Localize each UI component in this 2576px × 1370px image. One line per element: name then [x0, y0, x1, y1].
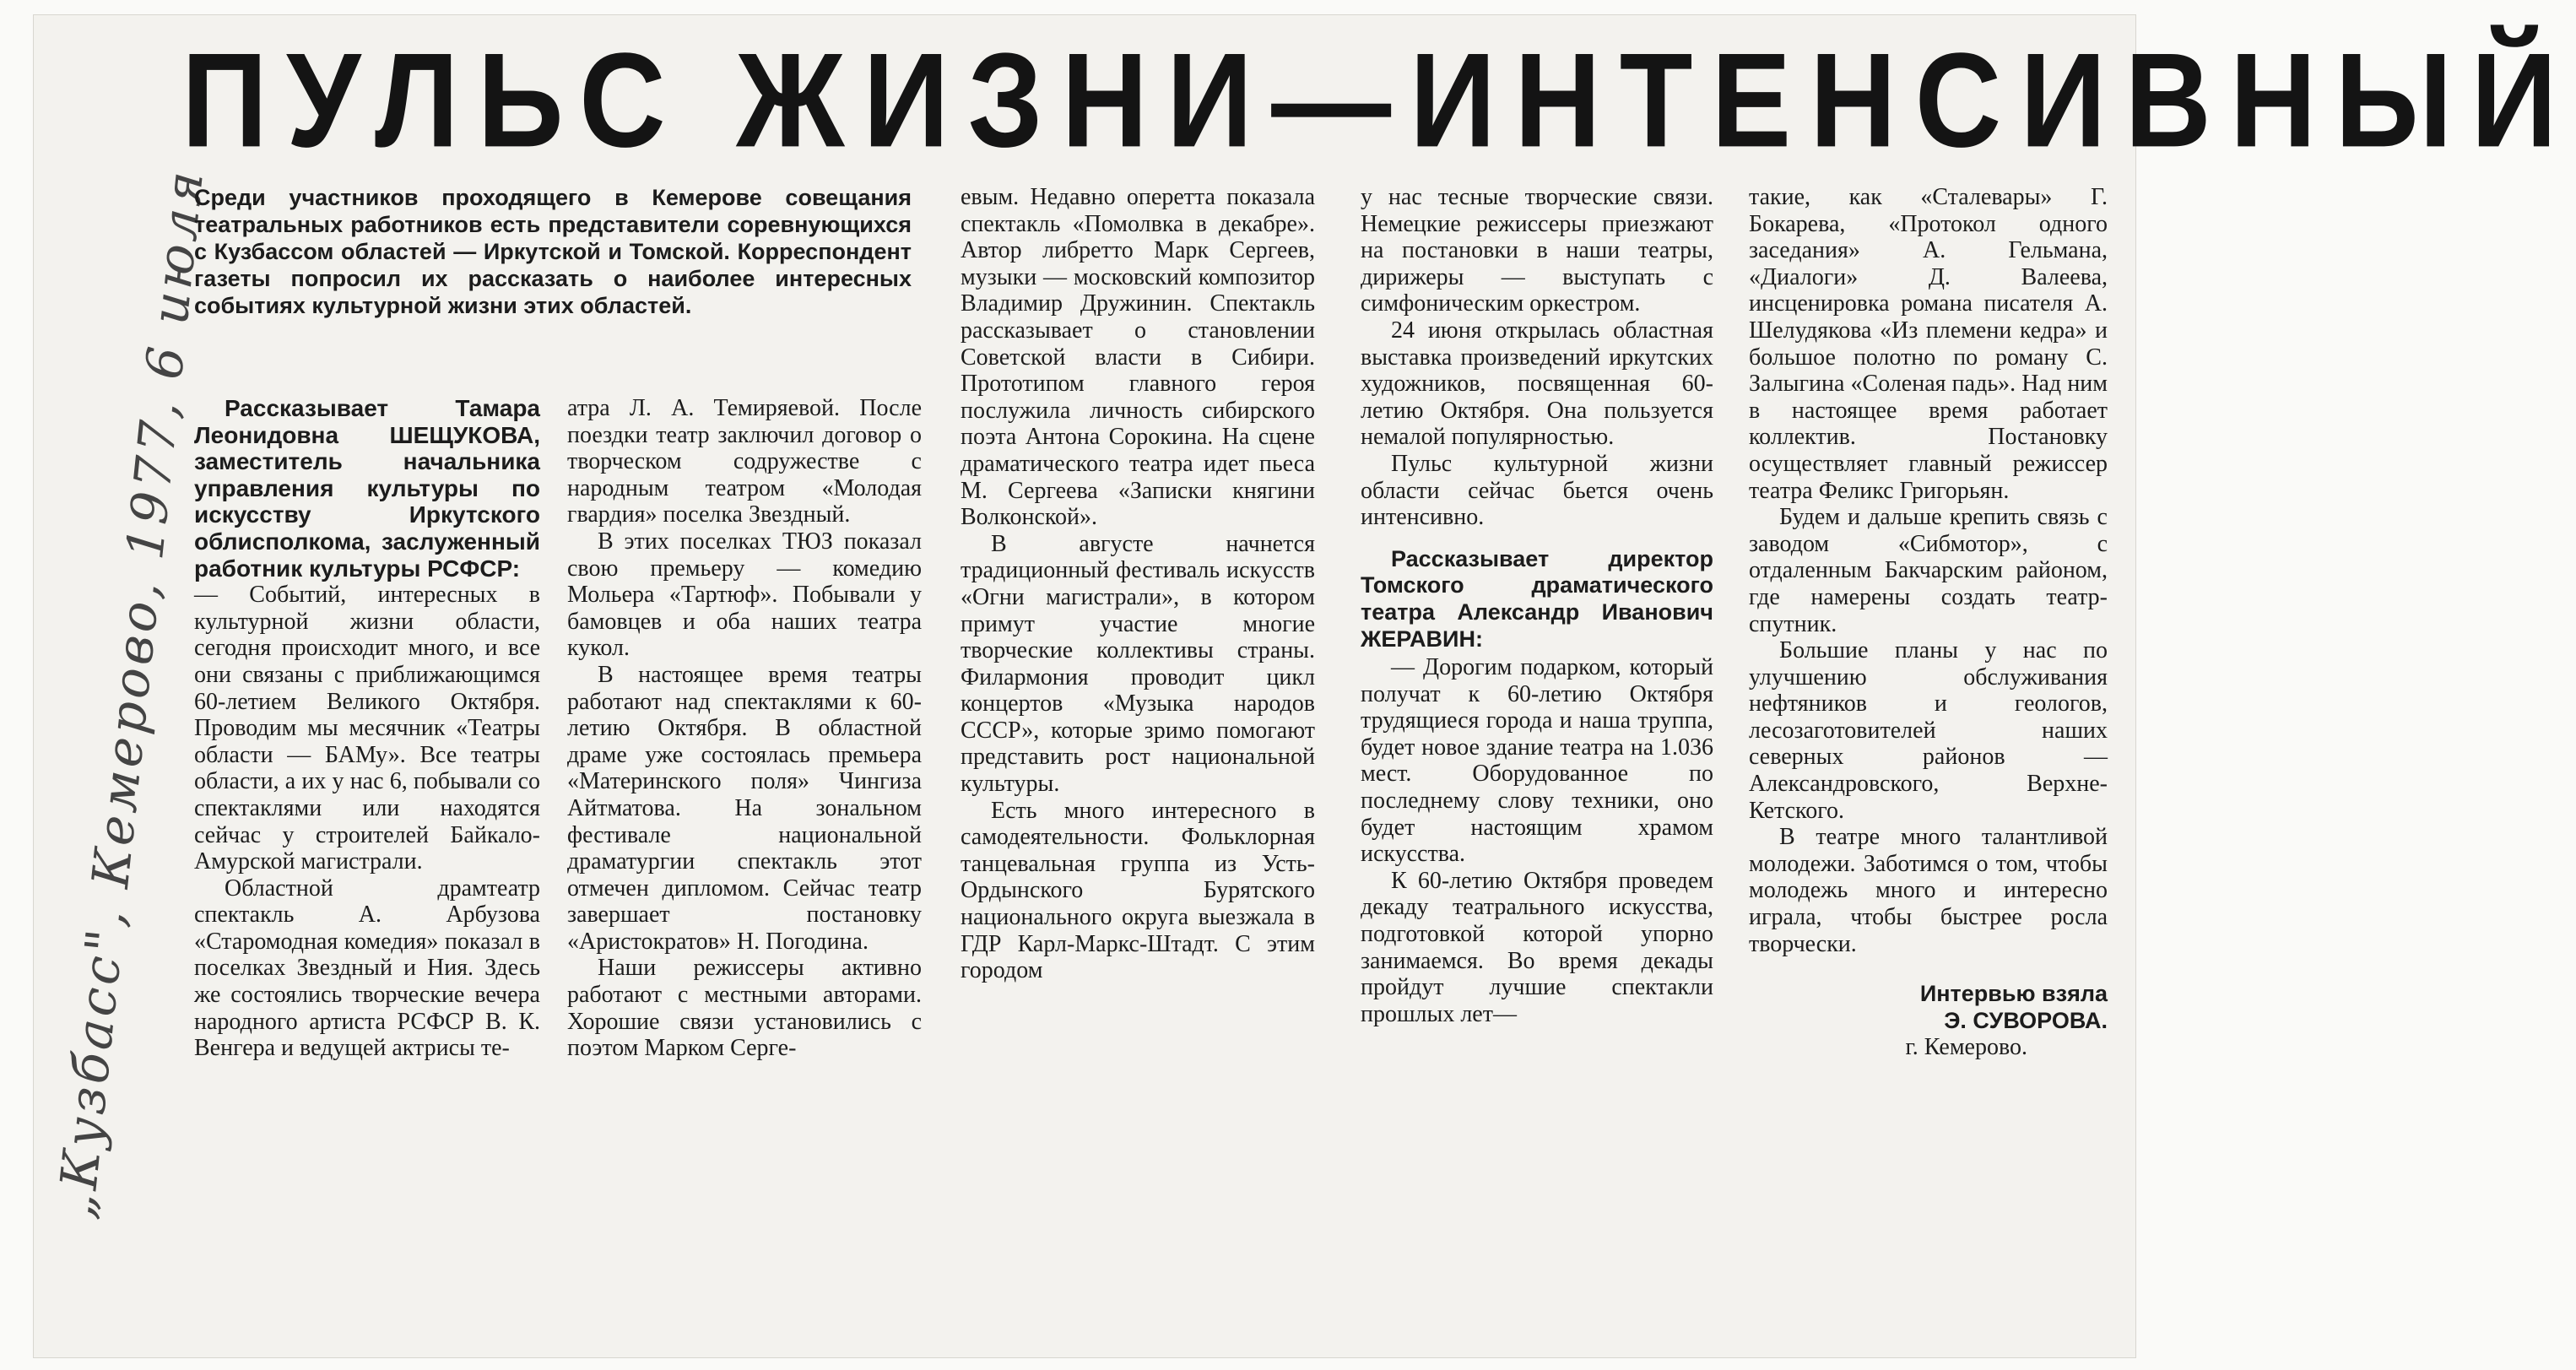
- paragraph: — Дорогим подарком, который получат к 60-летию Октября трудящиеся города и наша труппа, будет новое здание театра на 1.036 мест. Оборудованное по последнему слову техники, оно будет настоящим храмом искусства.: [1361, 654, 1713, 868]
- interviewee-intro-1: Рассказывает Тамара Леонидовна ШЕЩУКОВА, заместитель начальника управления культуры по искусству Иркутского облисполкома, заслуженный работник культуры РСФСР:: [194, 395, 540, 582]
- dateline-place: г. Кемерово.: [1905, 1034, 2027, 1061]
- paragraph: 24 июня открылась областная выставка произведений иркутских художников, посвященная 60-летию Октября. Она пользуется немалой популярностью.: [1361, 317, 1713, 451]
- paragraph: Областной драмтеатр спектакль А. Арбузова «Старомодная комедия» показал в поселках Звездный и Ния. Здесь же состоялись творческие вечера народного артиста РСФСР В. К. Венгера и ведущей актрисы те-: [194, 875, 540, 1062]
- column-1a: [194, 395, 540, 1062]
- paragraph: Есть много интересного в самодеятельности. Фольклорная танцевальная группа из Усть-Ордынского Бурятского национального округа выезжала в ГДР Карл-Маркс-Штадт. С этим городом: [961, 797, 1315, 984]
- interviewee-intro-2: Рассказывает директор Томского драматического театра Александр Иванович ЖЕРАВИН:: [1361, 545, 1713, 652]
- paragraph: — Событий, интересных в культурной жизни области, сегодня происходит много, и все они связаны с приближающимся 60-летием Великого Октября. Проводим мы месячник «Театры области — БАМу». Все театры области, а их у нас 6, побывали со спектаклями или находятся сейчас у строителей Байкало-Амурской магистрали.: [194, 582, 540, 875]
- paragraph: К 60-летию Октября проведем декаду театрального искусства, подготовкой которой упорно занимаемся. Во время декады пройдут лучшие спектакли прошлых лет—: [1361, 867, 1713, 1027]
- column-4: [1749, 184, 2108, 1061]
- headline: ПУЛЬС ЖИЗНИ—ИНТЕНСИВНЫЙ: [181, 25, 2576, 176]
- signature-block: [1749, 981, 2108, 1061]
- column-1b: [567, 395, 922, 1062]
- handwritten-note: „Кузбасс", Кемерово, 1977, 6 июля: [46, 165, 216, 1222]
- paragraph: евым. Недавно оперетта показала спектакль «Помолвка в декабре». Автор либретто Марк Сергеев, музыки — московский композитор Владимир Дружинин. Спектакль рассказывает о становлении Советской власти в Сибири. Прототипом главного героя послужила личность сибирского поэта Антона Сорокина. На сцене драматического театра идет пьеса М. Сергеева «Записки княгини Волконской».: [961, 184, 1315, 531]
- paragraph: В этих поселках ТЮЗ показал свою премьеру — комедию Мольера «Тартюф». Побывали у бамовцев и оба наших театра кукол.: [567, 528, 922, 662]
- paragraph: В настоящее время театры работают над спектаклями к 60-летию Октября. В областной драме уже состоялась премьера «Материнского поля» Чингиза Айтматова. На зональном фестивале национальной драматургии спектакль этот отмечен дипломом. Сейчас театр завершает постановку «Аристократов» Н. Погодина.: [567, 661, 922, 955]
- paragraph: атра Л. А. Темиряевой. После поездки театр заключил договор о творческом содружестве с народным театром «Молодая гвардия» поселка Звездный.: [567, 395, 922, 528]
- paragraph: В театре много талантливой молодежи. Заботимся о том, чтобы молодежь много и интересно играла, чтобы быстрее росла творчески.: [1749, 824, 2108, 957]
- paragraph: у нас тесные творческие связи. Немецкие режиссеры приезжают на постановки в наши театры, дирижеры — выступать с симфоническим оркестром.: [1361, 184, 1713, 317]
- column-3: [1361, 184, 1713, 1027]
- signature-caption: Интервью взяла: [1919, 981, 2108, 1007]
- paragraph: Будем и дальше крепить связь с заводом «Сибмотор», с отдаленным Бакчарским районом, где намерены создать театр-спутник.: [1749, 504, 2108, 637]
- lead-paragraph: Среди участников проходящего в Кемерове совещания театральных работников есть представители соревнующихся с Кузбассом областей — Иркутской и Томской. Корреспондент газеты попросил их рассказать о наиболее интересных событиях культурной жизни этих областей.: [194, 185, 912, 318]
- signature-author: Э. СУВОРОВА.: [1944, 1007, 2108, 1033]
- column-2: [961, 184, 1315, 984]
- paragraph: В августе начнется традиционный фестиваль искусств «Огни магистрали», в котором примут участие многие творческие коллективы страны. Филармония проводит цикл концертов «Музыка народов СССР», которые зримо помогают представить рост национальной культуры.: [961, 530, 1315, 798]
- paragraph: Большие планы у нас по улучшению обслуживания нефтяников и геологов, лесозаготовителей наших северных районов — Александровского, Верхне-Кетского.: [1749, 637, 2108, 824]
- paragraph: такие, как «Сталевары» Г. Бокарева, «Протокол одного заседания» А. Гельмана, «Диалоги» Д. Валеева, инсценировка романа писателя А. Шелудякова «Из племени кедра» и большое полотно по роману С. Залыгина «Соленая падь». Над ним в настоящее время работает коллектив. Постановку осуществляет главный режиссер театра Феликс Григорьян.: [1749, 184, 2108, 504]
- paragraph: Пульс культурной жизни области сейчас бьется очень интенсивно.: [1361, 450, 1713, 531]
- paragraph: Наши режиссеры активно работают с местными авторами. Хорошие связи установились с поэтом Марком Серге-: [567, 955, 922, 1062]
